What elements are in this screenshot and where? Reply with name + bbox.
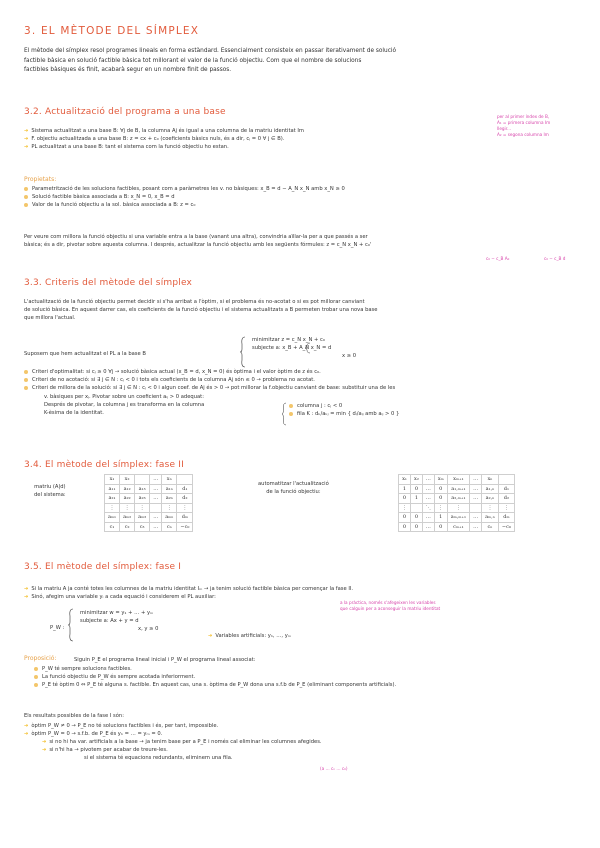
table-row: aₘ₁ aₘ₂ aₘ₃ … aₘₙ dₘ (105, 513, 193, 523)
left-brace-icon (68, 608, 74, 642)
automate-label: automatitzar l'actualització de la funció objectiu: (258, 481, 329, 495)
list-item: ➜ Sinó, afegim una variable yᵢ a cada equació i considerem el PL auxiliar: (24, 594, 216, 600)
properties-title: Propietats: (24, 176, 57, 183)
list-item: ➜ si n'hi ha → pivotem per acabar de treure-les. (42, 747, 168, 753)
bullet-icon (24, 187, 28, 191)
arrow-icon: ➜ (24, 723, 29, 729)
definition-line: ➜ PL actualitzat a una base B: tant el sistema com la funció objectiu ho estan. (24, 144, 229, 150)
bullet-icon (24, 203, 28, 207)
list-item: ➜ òptim P_W = 0 → s.f.b. de P_E és y₁ = … = yₘ = 0. (24, 731, 163, 737)
matrix-table-right (398, 474, 515, 532)
section-3-2-definitions (24, 127, 494, 151)
section-3-3-paragraph: L'actualització de la funció objectiu permet decidir si s'ha arribat a l'òptim, si el problema és no-acotat o si es pot millorar canviant de solució bàsica. En aquest darrer cas, els coeficients de la funció objectiu i el sistema actualitzats a B permeten trobar una nova base que millora l'actual. (24, 299, 378, 321)
list-item: columna j : cⱼ < 0 (289, 402, 399, 410)
margin-note-phase1: a la pràctica, només s'afegeixen les variables que calguin per a aconseguir la matriu identitat (340, 600, 441, 611)
pivot-paragraph: Per veure com millora la funció objectiu si una variable entra a la base (vanant una altra), convindria aïllar-la per a que passés a ser bàsica; és a dir, pivotar sobre aquesta columna. I després, actualitzar la funció objectiu amb les següents fórmules: z = c_N x_N + c₀' (24, 234, 372, 248)
arrow-icon: ➜ (24, 128, 29, 134)
properties-list (24, 185, 584, 209)
page-title: 3. EL MÈTODE DEL SÍMPLEX (24, 25, 200, 37)
formula-note-1: c₀ − c_B A₀ (486, 256, 510, 261)
section-3-5-lines (24, 585, 584, 601)
margin-note: per al primer índex de B, A₁ = primera columna Im llegir... A₂ = segona columna Im (497, 114, 551, 137)
list-item: P_E té òptim 0 ⇔ P_E té alguna s. factible. En aquest cas, una s. òptima de P_W dona una s.f.b de P_E (eliminant components artificials). (34, 681, 594, 689)
matrix-table-left (104, 474, 193, 532)
suppose-text: Suposem que hem actualitzat el PL a la base B (24, 351, 146, 357)
red-note: (a … cₙ … c₀) (320, 766, 348, 771)
bullet-icon (34, 675, 38, 679)
list-item: La funció objectiu de P_W és sempre acotada inferiorment. (34, 673, 594, 681)
criteria-list (24, 368, 594, 392)
arrow-icon: ➜ (24, 136, 29, 142)
table-row: 0 0 … 0 cₘ₊₁ … cₙ −c₀ (399, 522, 515, 532)
arrow-icon: ➜ (208, 633, 213, 639)
pivot-rules (289, 402, 399, 418)
section-3-4-heading: 3.4. El mètode del símplex: fase II (24, 460, 184, 470)
bullet-icon (34, 683, 38, 687)
table-row: x₁ x₂ … xₘ xₘ₊₁ … xₙ (399, 475, 515, 485)
table-row: a₂₁ a₂₂ a₂₃ … a₂ₙ d₂ (105, 494, 193, 504)
bullet-icon (24, 386, 28, 390)
list-item: Criteri de millora de la solució: si ∃ j ∈ N : cⱼ < 0 i algun coef. de Aj és > 0 → pot millorar la f.objectiu canviant de base: substituir una de les (24, 384, 594, 392)
proposition-list (34, 665, 594, 689)
brace (240, 336, 242, 366)
list-item: Criteri d'optimalitat: si cⱼ ≥ 0 ∀j → solució bàsica actual (x_B = d, x_N = 0) és òptima i el valor òptim de z és c₀. (24, 368, 594, 376)
bullet-icon (24, 195, 28, 199)
arrow-icon: ➜ (24, 594, 29, 600)
arrow-icon: ➜ (24, 731, 29, 737)
table-row: x₁ x₂ … xₙ (105, 475, 193, 485)
formula-note-2: c₀ − c_B d (544, 256, 566, 261)
list-item: fila K : dₖ/aₖⱼ = min { dᵢ/aᵢⱼ amb aᵢⱼ > 0 } (289, 410, 399, 418)
pivot-brace (282, 402, 287, 424)
section-3-2-heading: 3.2. Actualització del programa a una base (24, 107, 226, 117)
bullet-icon (289, 404, 293, 408)
pw-system: minimitzar w = y₁ + … + yₘ subjecte a: Ax + y = d x, y ≥ 0 (80, 610, 159, 632)
list-item: P_W té sempre solucions factibles. (34, 665, 594, 673)
table-row: c₁ c₂ c₃ … cₙ −c₀ (105, 522, 193, 532)
intro-paragraph: El mètode del símplex resol programes lineals en forma estàndard. Essencialment consisteix en passar iterativament de solució factible bàsica en solució factible bàsica tot millorant el valor de la funció objectiu. Com que el nombre de solucions factibles bàsiques és finit, acabarà segur en un nombre finit de passos. (24, 48, 397, 74)
list-item: ➜ òptim P_W ≠ 0 → P_E no té solucions factibles i és, per tant, impossible. (24, 723, 219, 729)
inner-brace-icon (305, 342, 311, 354)
criteria-continuation: v. bàsiques per xⱼ. Pivotar sobre un coeficient aᵢⱼ > 0 adequat: Després de pivotar, la columna j es transforma en la columna K-èsima de la identitat. (44, 394, 205, 416)
list-item: Valor de la funció objectiu a la sol. bàsica associada a B: z = c₀ (24, 201, 584, 209)
proposition-intro: Siguin P_E el programa lineal inicial i P_W el programa lineal associat: (74, 657, 256, 663)
list-item: Parametrització de les solucions factibles, posant com a paràmetres les v. no bàsiques: x_B = d − A_N x_N amb x_N ≥ 0 (24, 185, 584, 193)
section-3-5-heading: 3.5. El mètode del símplex: fase I (24, 562, 182, 572)
system-lines: minimitzar z = c_N x_N + c₀ subjecte a: x_B + A_N x_N = d x ≥ 0 (252, 337, 357, 359)
table-row: ⋮ ⋱ ⋮ ⋮ ⋮ ⋮ (399, 503, 515, 513)
matrix-label: matriu (A|d) del sistema: (34, 484, 66, 498)
table-row: 1 0 … 0 a₁,ₘ₊₁ … a₁,ₙ d₁ (399, 484, 515, 494)
arrow-icon: ➜ (24, 144, 29, 150)
pw-label: P_W : (50, 625, 65, 631)
list-item: ➜ si no hi ha var. artificials a la base → ja tenim base per a P_E i només cal eliminar les columnes afegides. (42, 739, 322, 745)
pw-brace (68, 608, 74, 646)
arrow-icon: ➜ (42, 739, 47, 745)
table-row: a₁₁ a₁₂ a₁₃ … a₁ₙ d₁ (105, 484, 193, 494)
list-item: si el sistema té equacions redundants, eliminem una fila. (84, 755, 233, 761)
bullet-icon (289, 412, 293, 416)
table-row: 0 1 … 0 a₂,ₘ₊₁ … a₂,ₙ d₂ (399, 494, 515, 504)
results-list (24, 722, 584, 762)
arrow-icon: ➜ (24, 586, 29, 592)
table-row: 0 0 … 1 aₘ,ₘ₊₁ … aₘ,ₙ dₘ (399, 513, 515, 523)
bullet-icon (24, 378, 28, 382)
bullet-icon (24, 370, 28, 374)
list-item: ➜ Si la matriu A ja conté totes les columnes de la matriu identitat Iₘ → ja tenim solució factible bàsica per començar la fase II. (24, 586, 354, 592)
bullet-icon (34, 667, 38, 671)
results-title: Els resultats possibles de la fase I són: (24, 713, 124, 719)
list-item: Criteri de no acotació: si ∃ j ∈ N : cⱼ < 0 i tots els coeficients de la columna Aj són ≤ 0 → problema no acotat. (24, 376, 594, 384)
list-item: Solució factible bàsica associada a B: x_N = 0, x_B = d (24, 193, 584, 201)
definition-line: ➜ F. objectiu actualitzada a una base B: z = cx + c₀ (coeficients bàsics nuls, és a dir, cⱼ = 0 ∀ j ∈ B). (24, 136, 285, 142)
section-3-3-heading: 3.3. Criteris del mètode del símplex (24, 278, 193, 288)
arrow-icon: ➜ (42, 747, 47, 753)
proposition-title: Proposició: (24, 655, 57, 662)
definition-line: ➜ Sistema actualitzat a una base B: ∀j de B, la columna Aj és igual a una columna de la matriu identitat Im (24, 128, 304, 134)
table-row: ⋮ ⋮ ⋮ ⋮ ⋮ (105, 503, 193, 513)
left-brace-icon (240, 336, 246, 368)
artificial-vars: ➜ Variables artificials: y₁, …, yₘ (208, 633, 292, 639)
